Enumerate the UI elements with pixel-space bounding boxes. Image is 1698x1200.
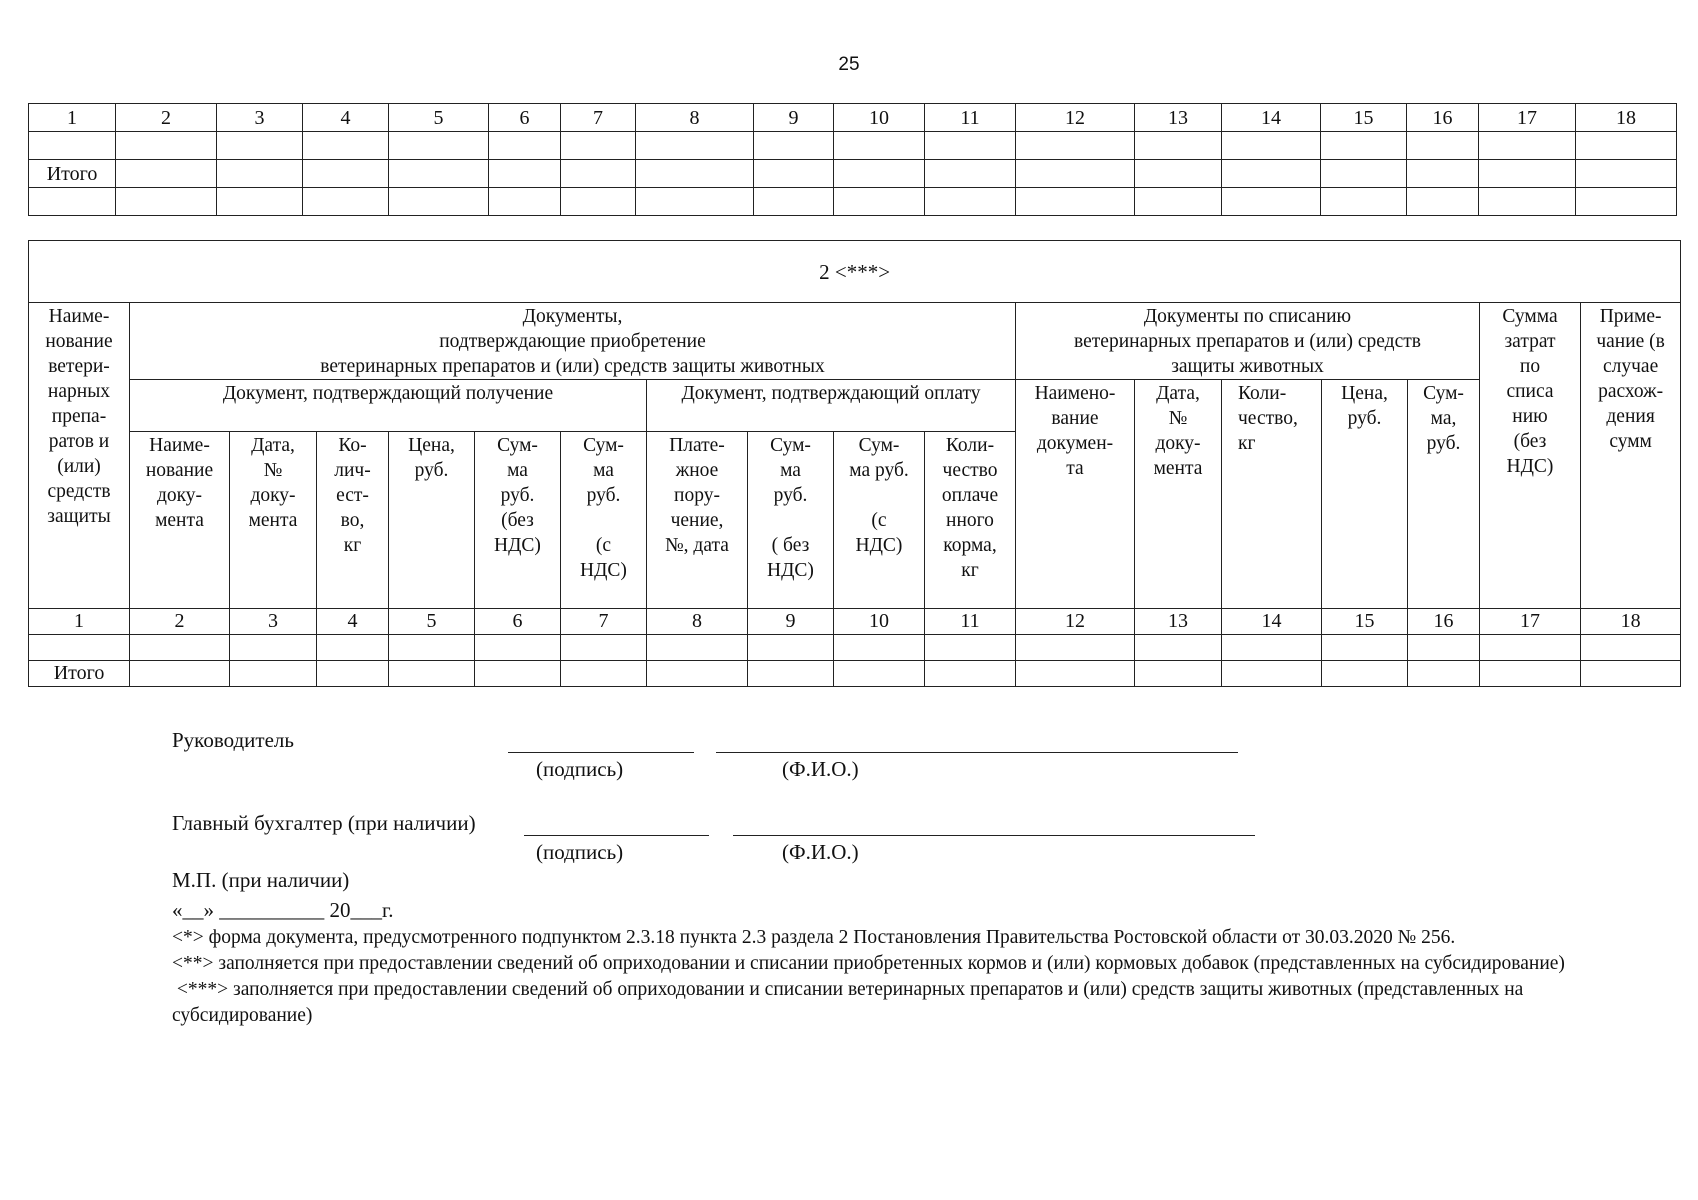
head-signature-caption: (подпись) — [536, 757, 624, 781]
table-cell: 4 — [317, 609, 389, 635]
table-cell: 9 — [754, 104, 834, 132]
header-price: Цена, руб. — [389, 432, 475, 609]
top-table-number-row — [29, 104, 1677, 132]
table-row — [29, 635, 1681, 661]
total-label: Итого — [29, 661, 130, 687]
table-cell: 12 — [1016, 104, 1135, 132]
stamp-label: М.П. (при наличии) — [172, 868, 350, 892]
table-cell: 5 — [389, 609, 475, 635]
header-row — [29, 380, 1681, 432]
table-cell: 18 — [1581, 609, 1681, 635]
table-cell: 9 — [748, 609, 834, 635]
section-title: 2 <***> — [29, 241, 1681, 303]
table-cell: 7 — [561, 609, 647, 635]
header-writeoff-docs: Документы по списанию ветеринарных препаратов и (или) средств защиты животных — [1016, 303, 1480, 380]
head-signature-line — [508, 752, 694, 753]
footnotes — [172, 925, 1662, 1029]
table-cell: 5 — [389, 104, 489, 132]
table-row — [29, 132, 1677, 160]
chief-accountant-label: Главный бухгалтер (при наличии) — [172, 811, 476, 835]
table-cell: 3 — [217, 104, 303, 132]
table-cell: 15 — [1321, 104, 1407, 132]
footnote-3: <***> заполняется при предоставлении сведений об оприходовании и списании ветеринарных препаратов и (или) средств защиты животных (представленных на субсидирование) — [172, 979, 1529, 1026]
column-number-row — [29, 609, 1681, 635]
table-cell: 11 — [925, 609, 1016, 635]
header-writeoff-quantity: Коли- чество, кг — [1222, 380, 1322, 609]
table-cell: 15 — [1322, 609, 1408, 635]
table-cell: 8 — [647, 609, 748, 635]
header-drug-name: Наиме- нование ветери- нарных препа- ратов и (или) средств защиты — [29, 303, 130, 609]
table-cell: 6 — [489, 104, 561, 132]
header-payment-sum-vat: Сум- ма руб. (с НДС) — [834, 432, 925, 609]
table-cell: 17 — [1480, 609, 1581, 635]
header-payment-order: Плате- жное пору- чение, №, дата — [647, 432, 748, 609]
chief-accountant-signature-caption: (подпись) — [536, 840, 624, 864]
table-cell: 8 — [636, 104, 754, 132]
head-name-line — [716, 752, 1238, 753]
header-purchase-docs: Документы, подтверждающие приобретение ветеринарных препаратов и (или) средств защиты животных — [130, 303, 1016, 380]
header-note: Приме- чание (в случае расхож- дения сумм — [1581, 303, 1681, 609]
footnote-2: <**> заполняется при предоставлении сведений об оприходовании и списании приобретенных кормов и (или) кормовых добавок (представленных на субсидирование) — [172, 953, 1565, 974]
header-writeoff-date-no: Дата, № доку- мента — [1135, 380, 1222, 609]
table-cell: 2 — [130, 609, 230, 635]
header-receipt-doc: Документ, подтверждающий получение — [130, 380, 647, 432]
table-cell: 1 — [29, 609, 130, 635]
head-name-caption: (Ф.И.О.) — [782, 757, 859, 781]
header-writeoff-sum: Сум- ма, руб. — [1408, 380, 1480, 609]
top-table — [28, 103, 1677, 216]
table-cell: 17 — [1479, 104, 1576, 132]
header-paid-feed-qty: Коли- чество оплаче нного корма, кг — [925, 432, 1016, 609]
table-cell: 14 — [1222, 609, 1322, 635]
date-line: «__» __________ 20___г. — [172, 898, 394, 922]
table-row — [29, 188, 1677, 216]
table-cell: 16 — [1407, 104, 1479, 132]
table-cell: 10 — [834, 609, 925, 635]
table-cell: 6 — [475, 609, 561, 635]
chief-accountant-signature-line — [524, 835, 709, 836]
header-payment-doc: Документ, подтверждающий оплату — [647, 380, 1016, 432]
table-cell: 13 — [1135, 104, 1222, 132]
page-number: 25 — [838, 54, 860, 75]
footnote-1: <*> форма документа, предусмотренного подпунктом 2.3.18 пункта 2.3 раздела 2 Постановления Правительства Ростовской области от 30.03.2020 № 256. — [172, 927, 1456, 948]
header-writeoff-doc-name: Наимено- вание докумен- та — [1016, 380, 1135, 609]
total-label: Итого — [29, 160, 116, 188]
header-sum-no-vat: Сум- ма руб. (без НДС) — [475, 432, 561, 609]
section-title-row — [29, 241, 1681, 303]
table-cell: 7 — [561, 104, 636, 132]
header-doc-name: Наиме- нование доку- мента — [130, 432, 230, 609]
header-sum-vat: Сум- ма руб. (с НДС) — [561, 432, 647, 609]
header-date-no: Дата, № доку- мента — [230, 432, 317, 609]
table-cell: 3 — [230, 609, 317, 635]
table-cell: 2 — [116, 104, 217, 132]
table-cell: 12 — [1016, 609, 1135, 635]
main-table — [28, 240, 1681, 687]
table-cell: 11 — [925, 104, 1016, 132]
header-quantity: Ко- лич- ест- во, кг — [317, 432, 389, 609]
header-writeoff-price: Цена, руб. — [1322, 380, 1408, 609]
header-row — [29, 303, 1681, 380]
total-row — [29, 661, 1681, 687]
head-label: Руководитель — [172, 728, 294, 752]
table-cell: 4 — [303, 104, 389, 132]
header-payment-sum-no-vat: Сум- ма руб. ( без НДС) — [748, 432, 834, 609]
table-cell: 13 — [1135, 609, 1222, 635]
table-cell: 1 — [29, 104, 116, 132]
table-cell: 14 — [1222, 104, 1321, 132]
chief-accountant-name-caption: (Ф.И.О.) — [782, 840, 859, 864]
chief-accountant-name-line — [733, 835, 1255, 836]
table-cell: 10 — [834, 104, 925, 132]
table-cell: 18 — [1576, 104, 1677, 132]
header-sum-costs: Сумма затрат по списа нию (без НДС) — [1480, 303, 1581, 609]
top-table-total-row — [29, 160, 1677, 188]
table-cell: 16 — [1408, 609, 1480, 635]
